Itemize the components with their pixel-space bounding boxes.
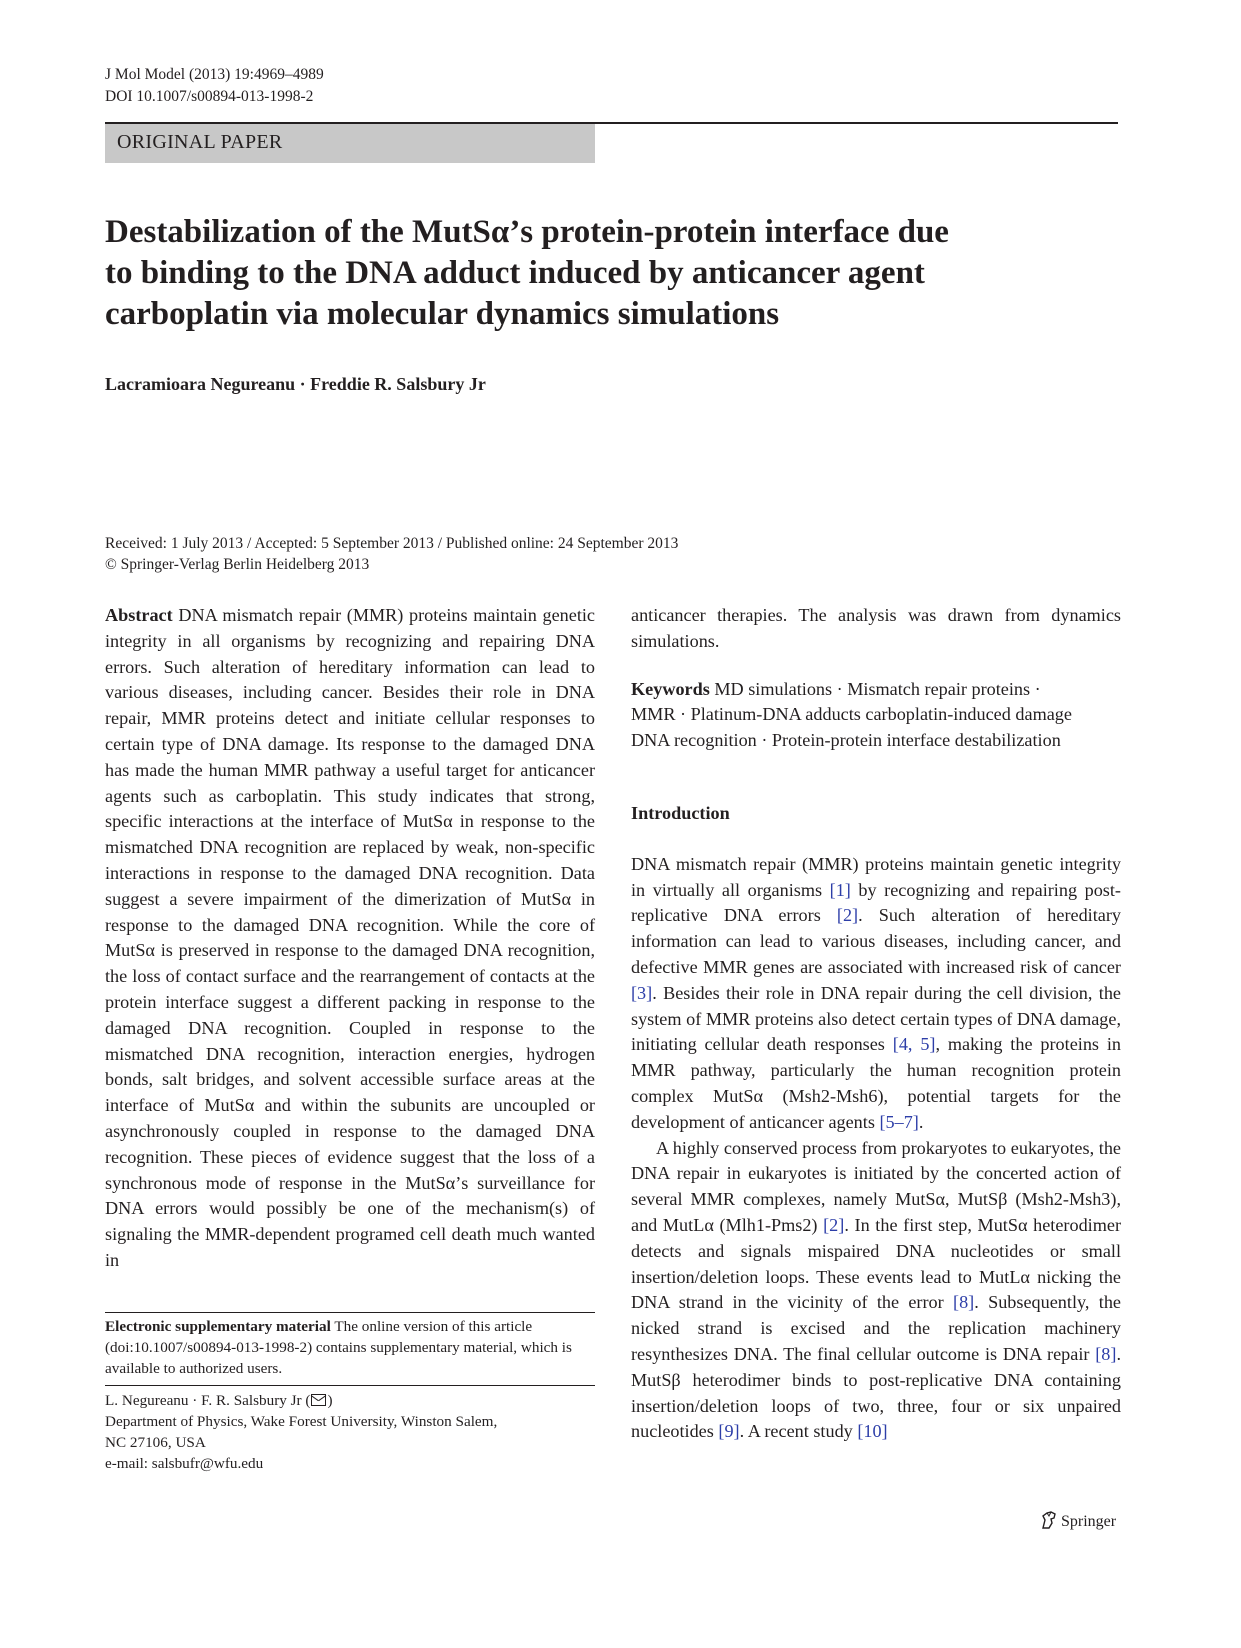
journal-line: J Mol Model (2013) 19:4969–4989 (105, 66, 324, 83)
citation-link[interactable]: [8] (1095, 1343, 1117, 1364)
affiliation-city: NC 27106, USA (105, 1434, 206, 1451)
keywords-line-2: MMR · Platinum-DNA adducts carboplatin-induced damage (631, 704, 1072, 725)
paragraph-text: . In the first step, MutSα heterodimer detects and signals mispaired DNA nucleotides or small insertion/deletion loops. These events lead to MutLα nicking the DNA strand in the vicinity of the error (631, 1214, 1121, 1313)
publication-dates (105, 533, 678, 575)
introduction-heading: Introduction (631, 802, 730, 823)
keywords-line-3: DNA recognition · Protein-protein interface destabilization (631, 730, 1061, 751)
citation-link[interactable]: [5–7] (879, 1111, 919, 1132)
paragraph-text: . MutSβ heterodimer binds to post-replicative DNA containing insertion/deletion loops of two, three, four or six unpaired nucleotides (631, 1343, 1121, 1442)
citation-link[interactable]: [ (829, 879, 836, 900)
received-accepted-line: Received: 1 July 2013 / Accepted: 5 September 2013 / Published online: 24 September 2013 (105, 535, 679, 552)
title-line-3: carboplatin via molecular dynamics simulations (105, 296, 780, 332)
citation-link[interactable]: [10] (857, 1421, 888, 1442)
paragraph-text: . (918, 1111, 924, 1132)
right-column (631, 603, 1121, 1445)
paragraph-text: . Subsequently, the nicked strand is excised and the replication machinery resynthesizes DNA. The final cellular outcome is DNA repair (631, 1292, 1122, 1364)
paragraph-text: . Besides their role in DNA repair during the cell division, the system of MMR proteins also detect certain types of DNA damage, initiating cellular death responses (631, 982, 1121, 1055)
publisher-name: Springer (1061, 1513, 1117, 1530)
keywords-line-1: MD simulations · Mismatch repair proteins · (714, 678, 1041, 699)
publisher-logo (1040, 1510, 1116, 1537)
affiliation-department: Department of Physics, Wake Forest University, Winston Salem, (105, 1413, 498, 1430)
keywords (631, 677, 1121, 754)
footnote-rule (105, 1312, 595, 1313)
citation-link[interactable]: [9] (718, 1421, 740, 1442)
article-type-label: ORIGINAL PAPER (117, 131, 283, 153)
paragraph-text: . Such alteration of hereditary information can lead to various diseases, including cancer, and defective MMR genes are associated with increased risk of cancer (631, 905, 1122, 977)
citation-link[interactable]: ] (844, 879, 851, 900)
paragraph-text: DNA mismatch repair (MMR) proteins maintain genetic integrity in virtually all organisms (631, 853, 1121, 900)
keywords-heading: Keywords (631, 678, 710, 699)
paragraph-text: . A recent study (739, 1421, 858, 1442)
citation-link[interactable]: 1 (835, 879, 845, 900)
supplementary-note (105, 1316, 595, 1379)
paragraph-text: A highly conserved process from prokaryotes to eukaryotes, the DNA repair in eukaryotes is initiated by the concerted action of several MMR complexes, namely MutSα, MutSβ (Msh2-Msh3), and MutLα (Mlh1-Pms2) (631, 1137, 1121, 1235)
envelope-icon (311, 1394, 326, 1406)
affiliation-authors: L. Negureanu · F. R. Salsbury Jr ( ) (105, 1392, 333, 1409)
author-list: Lacramioara Negureanu · Freddie R. Salsbury Jr (105, 374, 486, 394)
affiliation-rule (105, 1385, 595, 1386)
citation-link[interactable]: [2] (836, 905, 859, 926)
paragraph-text: , making the proteins in MMR pathway, particularly the human recognition protein complex MutSα (Msh2-Msh6), potential targets for the development of anticancer agents (631, 1034, 1121, 1132)
citation-link[interactable]: [3] (631, 982, 653, 1003)
doi-line: DOI 10.1007/s00894-013-1998-2 (105, 88, 314, 105)
citation-link[interactable]: [2] (823, 1214, 845, 1235)
title-line-1: Destabilization of the MutSα’s protein-protein interface due (105, 214, 949, 250)
paragraph-text: by recognizing and repairing post-replicative DNA errors (631, 879, 1121, 926)
abstract-continuation: anticancer therapies. The analysis was drawn from dynamics simulations. (631, 605, 1121, 651)
intro-paragraph-2 (631, 1136, 1121, 1446)
abstract-heading: Abstract (105, 605, 173, 625)
paper-title (105, 212, 1105, 335)
supp-text: The online version of this article (doi:10.1007/s00894-013-1998-2) contains supplementary material, which is available to authorized users. (105, 1318, 572, 1377)
citation-link[interactable]: [8] (953, 1292, 975, 1313)
affiliation-block (105, 1390, 595, 1474)
left-column (105, 603, 595, 1274)
abstract (105, 603, 595, 1274)
springer-horse-icon (1040, 1510, 1058, 1537)
supp-heading: Electronic supplementary material (105, 1318, 331, 1335)
intro-paragraph-1 (631, 852, 1121, 1136)
title-line-2: to binding to the DNA adduct induced by anticancer agent (105, 255, 925, 291)
affiliation-email: e-mail: salsbufr@wfu.edu (105, 1455, 264, 1472)
abstract-text: DNA mismatch repair (MMR) proteins maintain genetic integrity in all organisms by recognizing and repairing DNA errors. Such alteration of hereditary information can lead to various diseases, including cancer. Besides their role in DNA repair, MMR proteins detect and initiate cellular responses to certain type of DNA damage. Its response to the damaged DNA has made the human MMR pathway a useful target for anticancer agents such as carboplatin. This study indicates that strong, specific interactions at the interface of MutSα in response to the mismatched DNA recognition are replaced by weak, non-specific interactions in response to the damaged DNA recognition. Data suggest a severe impairment of the dimerization of MutSα in response to the damaged DNA recognition. While the core of MutSα is preserved in response to the damaged DNA recognition, the loss of contact surface and the rearrangement of contacts at the protein interface suggest a different packing in response to the damaged DNA recognition. Coupled in response to the mismatched DNA recognition, interaction energies, hydrogen bonds, salt bridges, and solvent accessible surface areas at the interface of MutSα and within the subunits are uncoupled or asynchronously coupled in response to the damaged DNA recognition. These pieces of evidence suggest that the loss of a synchronous mode of response in the MutSα’s surveillance for DNA errors would possibly be one of the mechanism(s) of signaling the MMR-dependent programed cell death much wanted in (105, 605, 595, 1270)
copyright-line: © Springer-Verlag Berlin Heidelberg 2013 (105, 556, 370, 573)
citation-link[interactable]: [4, 5] (892, 1034, 936, 1055)
journal-citation (105, 64, 324, 108)
